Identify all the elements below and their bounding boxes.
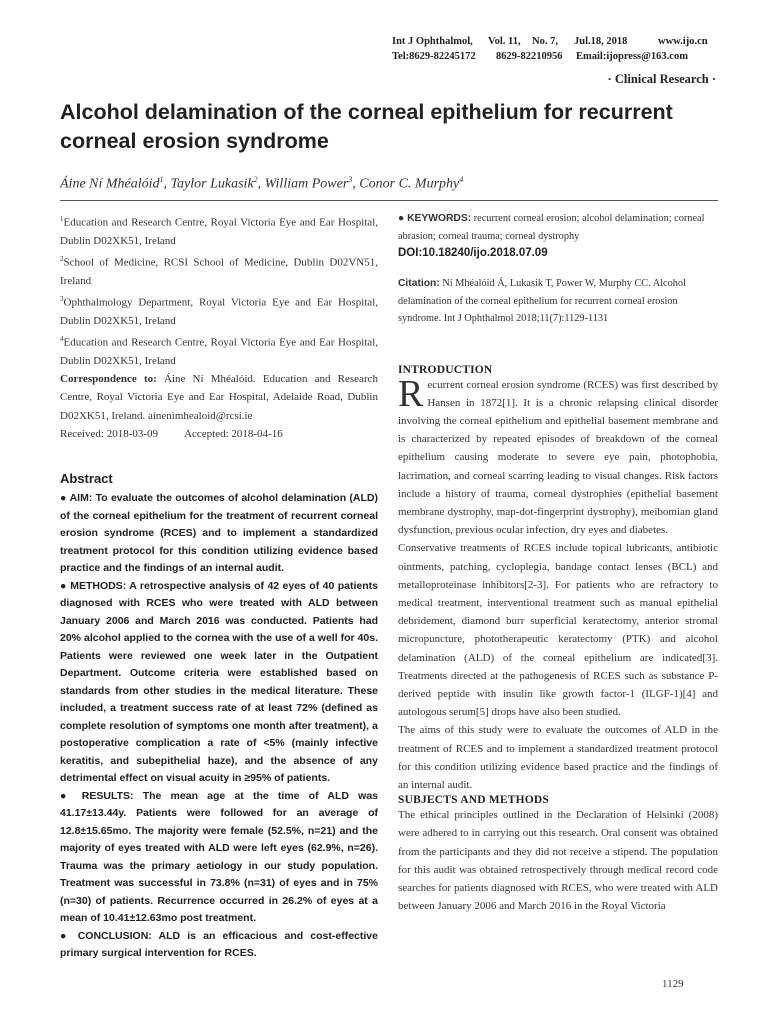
author-name: Conor C. Murphy bbox=[359, 176, 460, 192]
journal-name: Int J Ophthalmol, bbox=[392, 36, 473, 47]
journal-website[interactable]: www.ijo.cn bbox=[658, 36, 708, 47]
journal-tel2: 8629-82210956 bbox=[496, 51, 563, 62]
affiliation-marker: 1 bbox=[60, 215, 64, 223]
left-column bbox=[60, 210, 378, 963]
article-dates bbox=[60, 425, 378, 443]
affiliation bbox=[60, 330, 378, 370]
introduction-paragraph-3: The aims of this study were to evaluate the outcomes of ALD in the treatment of RCES and to implement a standardized treatment protocol for this condition utilizing evidence based practice and the findings of an internal audit. bbox=[398, 724, 718, 791]
introduction-paragraph-2: Conservative treatments of RCES include topical lubricants, antibiotic ointments, patching, cycloplegia, bandage contact lenses (BCL) and metalloproteinase inhibitors[2-3]. For patients who are refractory to medical treatment, interventional treatment such as manual epithelial debridement, diamond burr superficial keratectomy, anterior stromal micropuncture, phototherapeutic keratectomy (PTK) and alcohol delamination (ALD) of the corneal epithelium are indicated[3]. Treatments directed at the pathogenesis of RCES such as substance P-derived peptide with insulin like growth factor-1 (ILGF-1)[4] and autologous serum[5] drops have also been studied. bbox=[398, 542, 718, 719]
author-affiliation-marker: 2 bbox=[253, 175, 258, 184]
author-name: Áine Ní Mhéalóid bbox=[60, 176, 160, 192]
correspondence bbox=[60, 370, 378, 425]
author-name: Taylor Lukasik bbox=[170, 176, 254, 192]
author-separator: , bbox=[163, 176, 171, 192]
citation bbox=[398, 275, 718, 328]
page-number: 1129 bbox=[662, 978, 684, 990]
accepted-date: Accepted: 2018-04-16 bbox=[184, 427, 283, 440]
affiliation-text: Education and Research Centre, Royal Victoria Eye and Ear Hospital, Dublin D02XK51, Ireland bbox=[60, 336, 378, 368]
affiliation bbox=[60, 290, 378, 330]
affiliation bbox=[60, 250, 378, 290]
journal-volume: Vol. 11, bbox=[488, 36, 521, 47]
author-affiliation-marker: 1 bbox=[159, 175, 164, 184]
abstract-heading: Abstract bbox=[60, 471, 113, 487]
correspondence-label: Correspondence to: bbox=[60, 373, 157, 386]
introduction-heading: INTRODUCTION bbox=[398, 363, 493, 376]
affiliation-marker: 4 bbox=[60, 335, 64, 344]
journal-issue: No. 7, bbox=[532, 36, 558, 47]
section-tag: · Clinical Research · bbox=[607, 72, 716, 86]
introduction-paragraph-1 bbox=[398, 372, 718, 540]
author-separator: , bbox=[352, 176, 360, 192]
affiliation-text: School of Medicine, RCSI School of Medicine, Dublin D02VN51, Ireland bbox=[60, 256, 378, 287]
author-affiliation-marker: 4 bbox=[459, 175, 464, 184]
author-list bbox=[60, 175, 720, 193]
affiliation-marker: 2 bbox=[60, 255, 64, 264]
author-affiliation-marker: 3 bbox=[348, 175, 353, 184]
received-date: Received: 2018-03-09 bbox=[60, 427, 159, 440]
journal-header-line2 bbox=[392, 51, 718, 62]
journal-date: Jul.18, 2018 bbox=[574, 36, 628, 47]
citation-label: Citation: bbox=[398, 278, 440, 289]
methods-heading: SUBJECTS AND METHODS bbox=[398, 794, 549, 807]
affiliation-text: Ophthalmology Department, Royal Victoria Eye and Ear Hospital, Dublin D02XK51, Ireland bbox=[60, 296, 378, 327]
affiliation-marker: 3 bbox=[60, 295, 64, 304]
abstract-methods: ● METHODS: A retrospective analysis of 42 eyes of 40 patients diagnosed with RCES who were treated with ALD between January 2006 and March 2016 was conducted. Patients had 20% alcohol applied to the cornea with the use of a well for 40s. Patients were reviewed one week later in the Outpatient Department. Outcome criteria were established based on standards from other studies in the medical literature. These included, a treatment success rate of at least 72% (defined as complete resolution of symptoms one month after treatment), a postoperative complication a rate of <5% (mainly infective keratitis, and subepithelial haze), and the absence of any detrimental effect on visual acuity in ≥95% of patients. bbox=[60, 579, 378, 785]
abstract-conclusion: ● CONCLUSION: ALD is an efficacious and cost-effective primary surgical intervention for RCES. bbox=[60, 929, 378, 960]
right-column bbox=[398, 210, 718, 915]
introduction-paragraph-1-text: ecurrent corneal erosion syndrome (RCES) was first described by Hansen in 1872[1]. It is a chronic relapsing clinical disorder involving the corneal epithelium and epithelial basement membrane and is characterized by repeated episodes of breakdown of the corneal epithelium causing moderate to severe eye pain, photophobia, lacrimation, and corneal scarring leading to visual changes. Risk factors include a history of trauma, corneal dystrophies (epithelial basement membrane dystrophy, map-dot-fingerprint dystrophy), meibomian gland dysfunction, previous ocular infection, dry eyes and diabetes. bbox=[398, 378, 718, 537]
author-name: William Power bbox=[264, 176, 349, 192]
drop-cap: R bbox=[398, 372, 424, 415]
article-title: Alcohol delamination of the corneal epithelium for recurrent corneal erosion syndrome bbox=[60, 100, 673, 153]
correspondence-text: Áine Ní Mhéalóid. Education and Research Centre, Royal Victoria Eye and Ear Hospital, Adelaide Road, Dublin D02XK51, Ireland. ainenimhealoid@rcsi.ie bbox=[60, 373, 378, 422]
doi[interactable]: DOI:10.18240/ijo.2018.07.09 bbox=[398, 247, 548, 259]
keywords-label: ● KEYWORDS: bbox=[398, 213, 472, 224]
affiliation-text: Education and Research Centre, Royal Victoria Eye and Ear Hospital, Dublin D02XK51, Ireland bbox=[60, 216, 378, 247]
keywords bbox=[398, 210, 718, 245]
citation-text: Ní Mhéalóid Á, Lukasik T, Power W, Murphy CC. Alcohol delamination of the corneal epithelium for recurrent corneal erosion syndrome. Int J Ophthalmol 2018;11(7):1129-1131 bbox=[398, 278, 686, 324]
title-divider bbox=[60, 200, 718, 201]
author-separator: , bbox=[257, 176, 265, 192]
abstract-results: ● RESULTS: The mean age at the time of ALD was 41.17±13.44y. Patients were followed for an average of 12.8±15.65mo. The majority were female (52.5%, n=21) and the majority of eyes treated with ALD were left eyes (62.9%, n=26). Trauma was the primary aetiology in our study population. Treatment was successful in 73.8% (n=31) of eyes and in 75% (n=30) of patients. Recurrence occurred in 26.2% of eyes at a mean of 10.41±12.63mo post treatment. bbox=[60, 789, 378, 925]
abstract-aim: ● AIM: To evaluate the outcomes of alcohol delamination (ALD) of the corneal epithelium for the treatment of recurrent corneal erosion syndrome (RCES) and to implement a standardized treatment protocol for this condition utilizing evidence based practice and the findings of an internal audit. bbox=[60, 492, 378, 575]
keywords-text: recurrent corneal erosion; alcohol delamination; corneal abrasion; corneal trauma; corneal dystrophy bbox=[398, 213, 705, 242]
journal-header-line1 bbox=[392, 36, 718, 47]
affiliation bbox=[60, 210, 378, 250]
journal-tel1: Tel:8629-82245172 bbox=[392, 51, 476, 62]
methods-paragraph-1: The ethical principles outlined in the Declaration of Helsinki (2008) were adhered to in carrying out this research. Oral consent was obtained from the participants and they did not receive a stipend. The population for this audit was obtained retrospectively through medical record code searches for patients diagnosed with RCES, who were treated with ALD between January 2006 and March 2016 in the Royal Victoria bbox=[398, 809, 718, 913]
affiliations bbox=[60, 210, 378, 370]
journal-email[interactable]: Email:ijopress@163.com bbox=[576, 51, 688, 62]
